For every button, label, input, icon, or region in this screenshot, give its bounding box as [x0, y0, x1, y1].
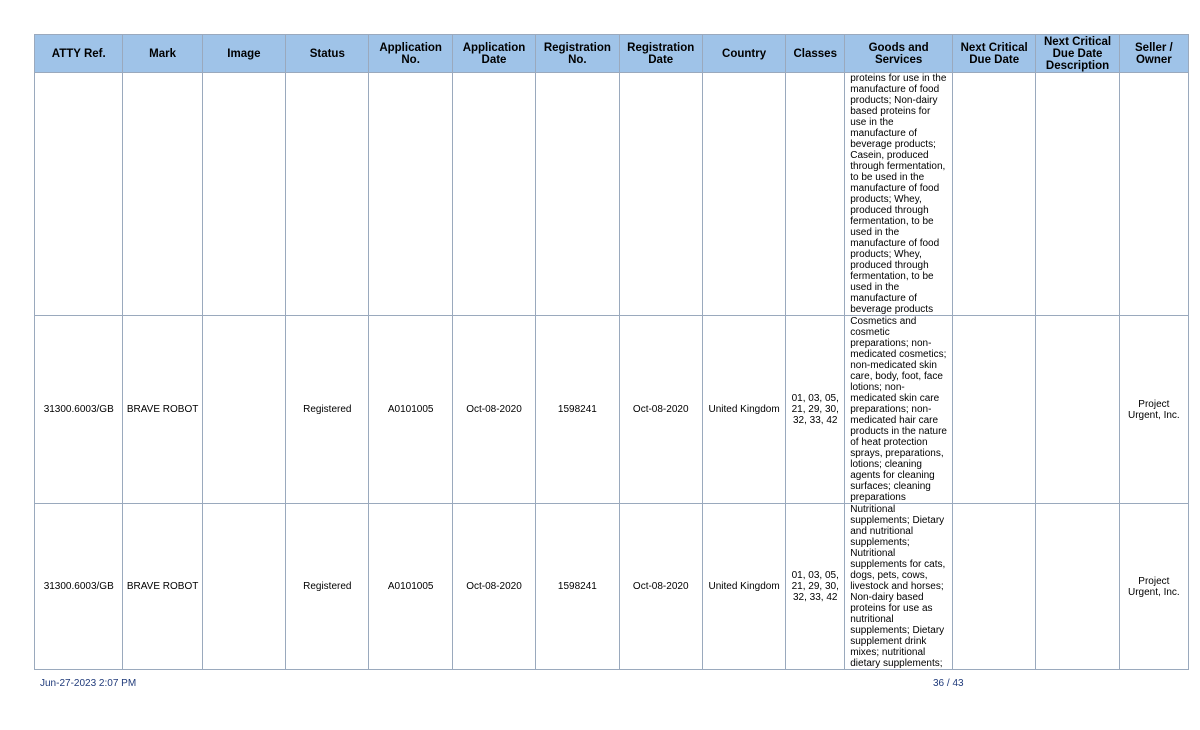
- header-next-due-desc: Next Critical Due Date Description: [1036, 35, 1119, 73]
- cell-owner: Project Urgent, Inc.: [1119, 504, 1188, 670]
- cell-application-no: [369, 73, 452, 316]
- cell-application-no: A0101005: [369, 504, 452, 670]
- cell-image: [202, 73, 285, 316]
- cell-owner: Project Urgent, Inc.: [1119, 316, 1188, 504]
- cell-image: [202, 504, 285, 670]
- header-image: Image: [202, 35, 285, 73]
- cell-application-date: Oct-08-2020: [452, 316, 535, 504]
- header-atty-ref: ATTY Ref.: [35, 35, 123, 73]
- page-number: 36 / 43: [933, 678, 964, 689]
- header-registration-date: Registration Date: [619, 35, 702, 73]
- header-next-due-date: Next Critical Due Date: [953, 35, 1036, 73]
- cell-owner: [1119, 73, 1188, 316]
- trademark-table: [34, 34, 1189, 670]
- header-row: [35, 35, 1189, 73]
- cell-application-no: A0101005: [369, 316, 452, 504]
- cell-mark: [123, 73, 202, 316]
- header-application-no: Application No.: [369, 35, 452, 73]
- cell-next-due-desc: [1036, 73, 1119, 316]
- header-owner: Seller / Owner: [1119, 35, 1188, 73]
- cell-next-due-date: [953, 504, 1036, 670]
- cell-mark: BRAVE ROBOT: [123, 316, 202, 504]
- cell-classes: [786, 73, 845, 316]
- header-goods-services: Goods and Services: [845, 35, 953, 73]
- cell-goods-services: proteins for use in the manufacture of food products; Non-dairy based proteins for use in the manufacture of beverage products; Casein, produced through fermentation, to be used in the manufacture of food products; Whey, produced through fermentation, to be used in the manufacture of food products; Whey, produced through fermentation, to be used in the manufacture of beverage products: [845, 73, 953, 316]
- header-application-date: Application Date: [452, 35, 535, 73]
- cell-mark: BRAVE ROBOT: [123, 504, 202, 670]
- cell-country: United Kingdom: [702, 504, 785, 670]
- cell-registration-no: 1598241: [536, 316, 619, 504]
- cell-registration-date: [619, 73, 702, 316]
- table-row: [35, 316, 1189, 504]
- header-classes: Classes: [786, 35, 845, 73]
- cell-atty-ref: 31300.6003/GB: [35, 504, 123, 670]
- cell-next-due-date: [953, 73, 1036, 316]
- table-row: [35, 504, 1189, 670]
- cell-status: Registered: [286, 316, 369, 504]
- cell-atty-ref: 31300.6003/GB: [35, 316, 123, 504]
- cell-application-date: [452, 73, 535, 316]
- cell-goods-services: Cosmetics and cosmetic preparations; non-medicated cosmetics; non-medicated skin care, body, foot, face lotions; non-medicated skin care preparations; non-medicated hair care products in the nature of heat protection sprays, preparations, lotions; cleaning agents for cleaning surfaces; cleaning preparations: [845, 316, 953, 504]
- cell-next-due-date: [953, 316, 1036, 504]
- table-row: [35, 73, 1189, 316]
- cell-country: United Kingdom: [702, 316, 785, 504]
- cell-classes: 01, 03, 05, 21, 29, 30, 32, 33, 42: [786, 316, 845, 504]
- cell-registration-date: Oct-08-2020: [619, 316, 702, 504]
- header-country: Country: [702, 35, 785, 73]
- cell-goods-services: Nutritional supplements; Dietary and nutritional supplements; Nutritional supplements for cats, dogs, pets, cows, livestock and horses; Non-dairy based proteins for use as nutritional supplements; Dietary supplement drink mixes; nutritional dietary supplements;: [845, 504, 953, 670]
- cell-registration-date: Oct-08-2020: [619, 504, 702, 670]
- header-registration-no: Registration No.: [536, 35, 619, 73]
- cell-registration-no: [536, 73, 619, 316]
- cell-application-date: Oct-08-2020: [452, 504, 535, 670]
- cell-status: Registered: [286, 504, 369, 670]
- footer-timestamp: Jun-27-2023 2:07 PM: [40, 678, 137, 689]
- header-status: Status: [286, 35, 369, 73]
- cell-country: [702, 73, 785, 316]
- cell-atty-ref: [35, 73, 123, 316]
- cell-next-due-desc: [1036, 316, 1119, 504]
- header-mark: Mark: [123, 35, 202, 73]
- cell-status: [286, 73, 369, 316]
- cell-registration-no: 1598241: [536, 504, 619, 670]
- cell-next-due-desc: [1036, 504, 1119, 670]
- cell-classes: 01, 03, 05, 21, 29, 30, 32, 33, 42: [786, 504, 845, 670]
- cell-image: [202, 316, 285, 504]
